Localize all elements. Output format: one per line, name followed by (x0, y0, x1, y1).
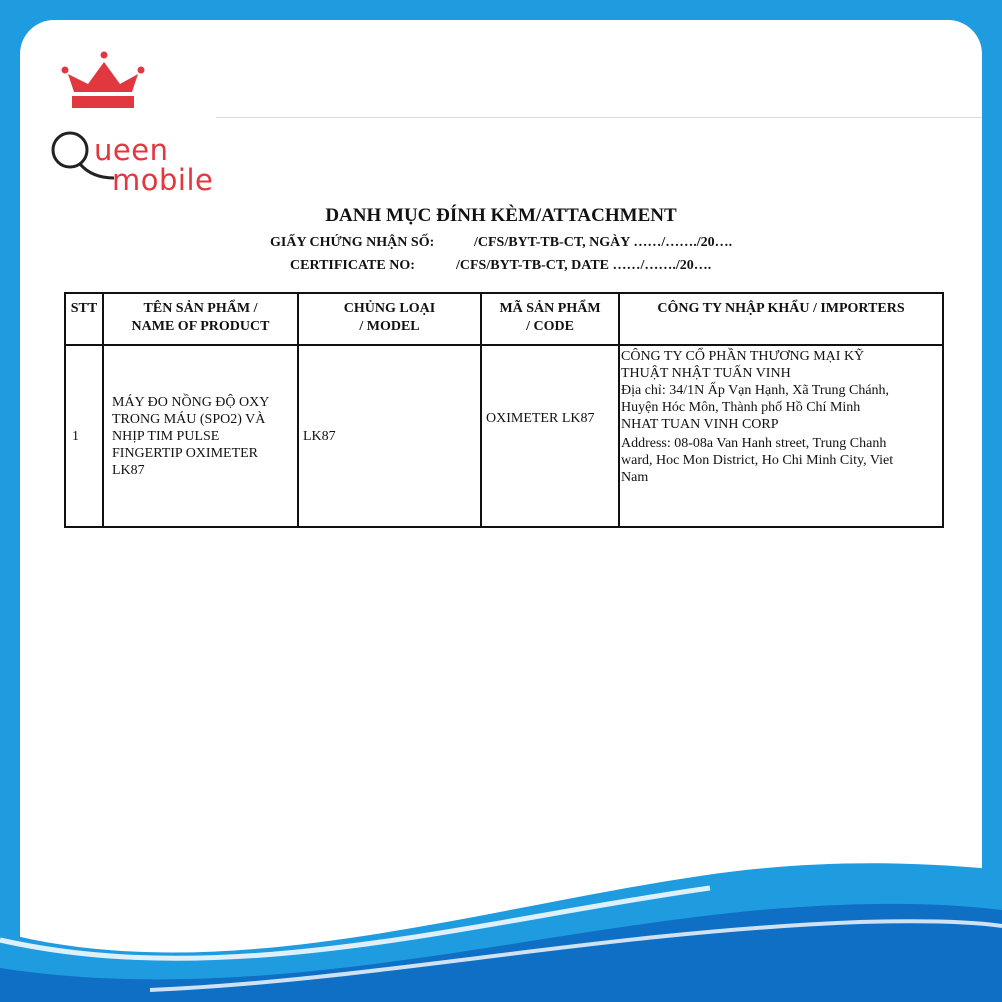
header-model (298, 293, 481, 345)
logo-text-ueen: ueen (94, 133, 169, 167)
importer-en-name: NHAT TUAN VINH CORP (621, 417, 779, 432)
header-stt: STT (65, 293, 103, 345)
q-letter-icon (53, 133, 87, 167)
cell-product-name: MÁY ĐO NỒNG ĐỘ OXY TRONG MÁU (SPO2) VÀ NHỊP TIM PULSE FINGERTIP OXIMETER LK87 (103, 345, 298, 527)
queen-mobile-logo (48, 40, 228, 205)
cell-importer (619, 345, 943, 527)
header-product-name (103, 293, 298, 345)
header-code (481, 293, 619, 345)
cert-en-value: /CFS/BYT-TB-CT, DATE ……/……./20…. (456, 258, 712, 273)
importer-vn-address: Địa chỉ: 34/1N Ấp Vạn Hạnh, Xã Trung Chánh, Huyện Hóc Môn, Thành phố Hồ Chí Minh (621, 383, 890, 415)
header-code-line1: MÃ SẢN PHẨM (499, 301, 601, 316)
header-product-name-line1: TÊN SẢN PHẨM / (143, 301, 258, 316)
table-header-row (65, 293, 943, 345)
cert-vn-value: /CFS/BYT-TB-CT, NGÀY ……/……./20…. (474, 235, 733, 250)
cell-model: LK87 (298, 345, 481, 527)
cert-en-label: CERTIFICATE NO: (290, 258, 415, 273)
header-divider (216, 117, 982, 118)
header-model-line1: CHỦNG LOẠI (343, 301, 436, 316)
importer-en-address: Address: 08-08a Van Hanh street, Trung Chanh ward, Hoc Mon District, Ho Chi Minh City, Viet Nam (621, 436, 894, 485)
decorative-wave (0, 840, 1002, 1002)
document-title: DANH MỤC ĐÍNH KÈM/ATTACHMENT (325, 205, 677, 226)
cell-stt: 1 (65, 345, 103, 527)
header-importer: CÔNG TY NHẬP KHẨU / IMPORTERS (619, 293, 943, 345)
importer-vn-name: CÔNG TY CỔ PHẦN THƯƠNG MẠI KỸ THUẬT NHẬT TUẤN VINH (621, 349, 865, 381)
header-code-line2: / CODE (526, 319, 574, 334)
cell-code (481, 345, 619, 527)
header-model-line2: / MODEL (359, 319, 420, 334)
header-product-name-line2: NAME OF PRODUCT (131, 319, 270, 334)
attachment-table (64, 292, 944, 528)
table-row (65, 345, 943, 527)
cell-code-text: OXIMETER LK87 (486, 411, 595, 426)
cert-vn-label: GIẤY CHỨNG NHẬN SỐ: (270, 235, 435, 250)
logo-text-mobile: mobile (112, 163, 214, 197)
